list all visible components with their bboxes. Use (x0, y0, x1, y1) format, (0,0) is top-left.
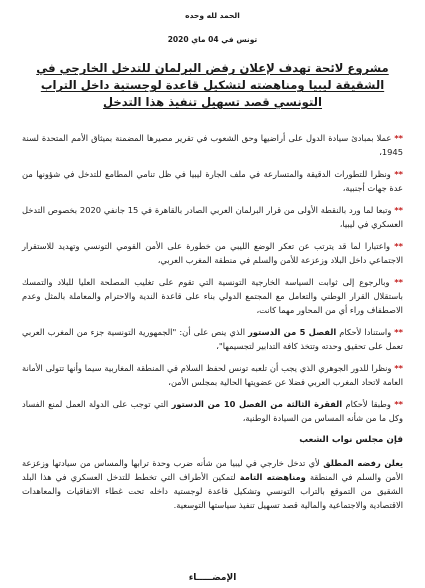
preamble-item-5 (22, 275, 403, 317)
preamble-item-3 (22, 203, 403, 231)
preamble-item-2 (22, 167, 403, 195)
item-text-cont: التي توجب على الدولة العمل لمنع الفساد وكل ما من شأنه المساس من السيادة الوطنية، (22, 399, 403, 423)
constitution-article-ref: الفقرة الثالثة من الفصل 10 من الدستور (171, 399, 343, 409)
resolution-text-1: لأي تدخل خارجي في ليبيا من شأنه ضرب وحدة ترابها والمساس من سيادتها وزعزعة الأمن والسلم في المنطقة (22, 458, 404, 482)
resolution-text-2: لتمكين الأطراف التي تخطط للتدخل العسكري في هذا البلد الشقيق من التموقع بالتراب التونسي وتشكيل قاعدة لوجستية داخله تحت غطاء الاتفاقيات والمعاهدات الاقتصادية والاجتماعية والمالية قصد تسهيل تنفيذ سياستها التوسعية. (22, 472, 403, 510)
bullet-asterisks: ** (394, 205, 404, 215)
item-text: وبالرجوع إلى ثوابت السياسة الخارجية التونسية التي تقوم على تغليب المصلحة العليا للبلاد والتمسك باستقلال القرار الوطني والتعامل مع المجتمع الدولي بناء على قاعدة الندية والاحترام والمعاملة بالمثل وعدم الاصطفاف وراء أي من المحاور مهما كانت، (22, 277, 403, 315)
section-heading: فإن مجلس نواب الشعب (299, 435, 403, 445)
item-text-cont: الذي ينص على أن: "الجمهورية التونسية جزء من المغرب العربي تعمل على تحقيق وحدته وتتخذ كافة التدابير لتجسيمها"، (22, 327, 403, 351)
preamble-item-7 (22, 361, 403, 389)
item-text: وتبعا لما ورد بالنقطة الأولى من قرار البرلمان العربي الصادر بالقاهرة في 15 جانفي 2020 بخصوص التدخل العسكري في ليبيا، (22, 205, 403, 229)
preamble-item-6 (22, 325, 403, 353)
resolution-bold-1: يعلن رفضه المطلق (323, 458, 403, 468)
item-text: وطبقا لأحكام (345, 399, 391, 409)
item-text: واستنادا لأحكام (339, 327, 392, 337)
preamble-item-1 (22, 131, 403, 159)
bullet-asterisks: ** (394, 363, 404, 373)
item-text: عملا بمبادئ سيادة الدول على أراضيها وحق الشعوب في تقرير مصيرها المضمنة بميثاق الأمم المتحدة لسنة 1945، (22, 133, 403, 157)
constitution-article-ref: الفصل 5 من الدستور (248, 327, 337, 337)
document-date: تونس في 04 ماي 2020 (167, 35, 258, 44)
bullet-asterisks: ** (394, 169, 403, 179)
bullet-asterisks: ** (394, 399, 404, 409)
preamble-item-4 (22, 239, 403, 267)
item-text: ونظرا للدور الجوهري الذي يجب أن تلعبه تونس لحفظ السلام في المنطقة المغاربية سيما وأنها تتولى الأمانة العامة لاتحاد المغرب العربي فضلا عن عضويتها الحالية بمجلس الأمن، (22, 363, 403, 387)
bullet-asterisks: ** (394, 327, 403, 337)
item-text: واعتبارا لما قد يترتب عن تعكر الوضع الليبي من خطورة على الأمن القومي التونسي وتهديد للاستقرار الاجتماعي داخل البلاد وزعزعة للأمن والسلم في منطقة المغرب العربي، (22, 241, 403, 265)
bullet-asterisks: ** (394, 241, 403, 251)
bullet-asterisks: ** (394, 133, 404, 143)
preamble-list (22, 131, 403, 425)
resolution-bold-2: ومناهضته التامة (239, 472, 306, 482)
resolution-paragraph (22, 456, 403, 512)
signature-label: الإمضـــــاء (188, 573, 237, 583)
bullet-asterisks: ** (394, 277, 403, 287)
document-title: مشروع لائحة تهدف لإعلان رفض البرلمان للتدخل الخارجي في الشقيقة ليبيا ومناهضته لتشكيل قاعدة لوجستية داخل التراب التونسي قصد تسهيل تنفيذ هذا التدخل (36, 61, 389, 109)
item-text: ونظرا للتطورات الدقيقة والمتسارعة في ملف الجارة ليبيا في ظل تنامي المطامع للتدخل في شؤونها من عدة جهات أجنبية، (22, 169, 403, 193)
preamble-item-8 (22, 397, 403, 425)
basmala: الحمد لله وحده (185, 11, 240, 20)
